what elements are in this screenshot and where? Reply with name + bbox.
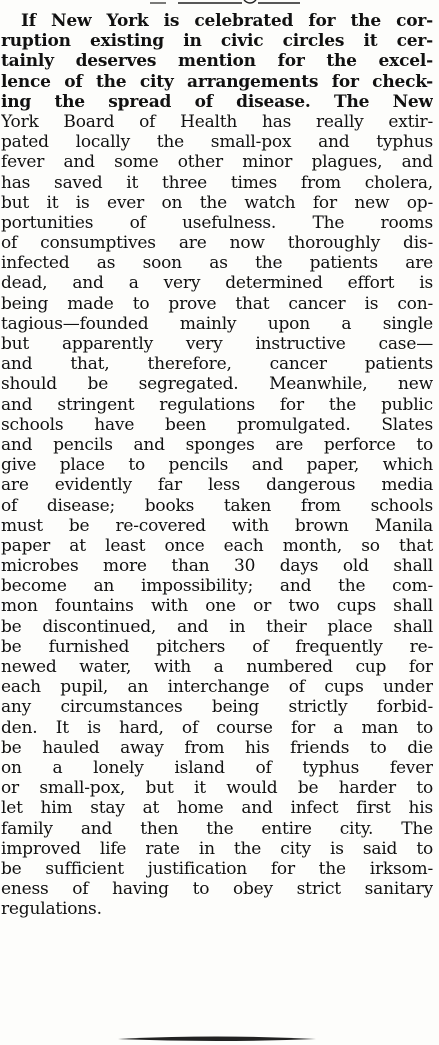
article-line: paper at least once each month, so that [1,535,433,556]
article-line: improved life rate in the city is said to [1,838,433,859]
article-line: dead, and a very determined effort is [1,273,433,294]
article-line: lence of the city arrangements for check- [1,71,433,92]
article-line: of disease; books taken from schools [1,495,433,516]
article-line: family and then the entire city. The [1,818,433,839]
article-line: schools have been promulgated. Slates [1,414,433,435]
article-body [1,11,433,919]
article-line: and stringent regulations for the public [1,394,433,415]
article-line: of consumptives are now thoroughly dis- [1,233,433,254]
article-line: infected as soon as the patients are [1,253,433,274]
article-line: but it is ever on the watch for new op- [1,192,433,213]
article-line: and that, therefore, cancer patients [1,354,433,375]
article-line: York Board of Health has really extir- [1,111,433,132]
article-line: den. It is hard, of course for a man to [1,717,433,738]
article-line: let him stay at home and infect first his [1,798,433,819]
article-line: but apparently very instructive case— [1,334,433,354]
article-line: be hauled away from his friends to die [1,737,433,758]
article-line: become an impossibility; and the com- [1,576,433,597]
article-line: regulations. [1,899,102,920]
article-line: should be segregated. Meanwhile, new [1,374,433,395]
article-line: any circumstances being strictly forbid- [1,697,433,718]
article-line: mon fountains with one or two cups shall [1,596,433,617]
article-line: must be re-covered with brown Manila [1,515,433,536]
article-line: ruption existing in civic circles it cer- [1,31,433,52]
article-line: newed water, with a numbered cup for [1,657,433,677]
article-line: and pencils and sponges are perforce to [1,434,433,455]
article-line: being made to prove that cancer is con- [1,293,433,314]
article-line: each pupil, an interchange of cups under [1,677,433,698]
article-line: give place to pencils and paper, which [1,455,433,476]
article-line: pated locally the small-pox and typhus [1,132,433,153]
article-line: be sufficient justification for the irksom- [1,858,433,879]
article-line: be discontinued, and in their place shall [1,616,433,637]
article-line: portunities of usefulness. The rooms [1,212,433,233]
article-line: has saved it three times from cholera, [1,172,433,193]
article-line: fever and some other minor plagues, and [1,152,433,173]
article-line: microbes more than 30 days old shall [1,556,433,577]
bottom-column-rule [0,1032,439,1045]
article-line: or small-pox, but it would be harder to [1,778,433,799]
article-line: be furnished pitchers of frequently re- [1,636,433,657]
article-line: tainly deserves mention for the excel- [1,51,433,72]
article-line: on a lonely island of typhus fever [1,757,433,778]
article-line: are evidently far less dangerous media [1,475,433,496]
article-line: eness of having to obey strict sanitary [1,879,433,900]
article-line: tagious—founded mainly upon a single [1,313,433,334]
article-line: ing the spread of disease. The New [1,91,433,112]
article-line: If New York is celebrated for the cor- [21,11,433,31]
top-column-rule [0,0,439,9]
